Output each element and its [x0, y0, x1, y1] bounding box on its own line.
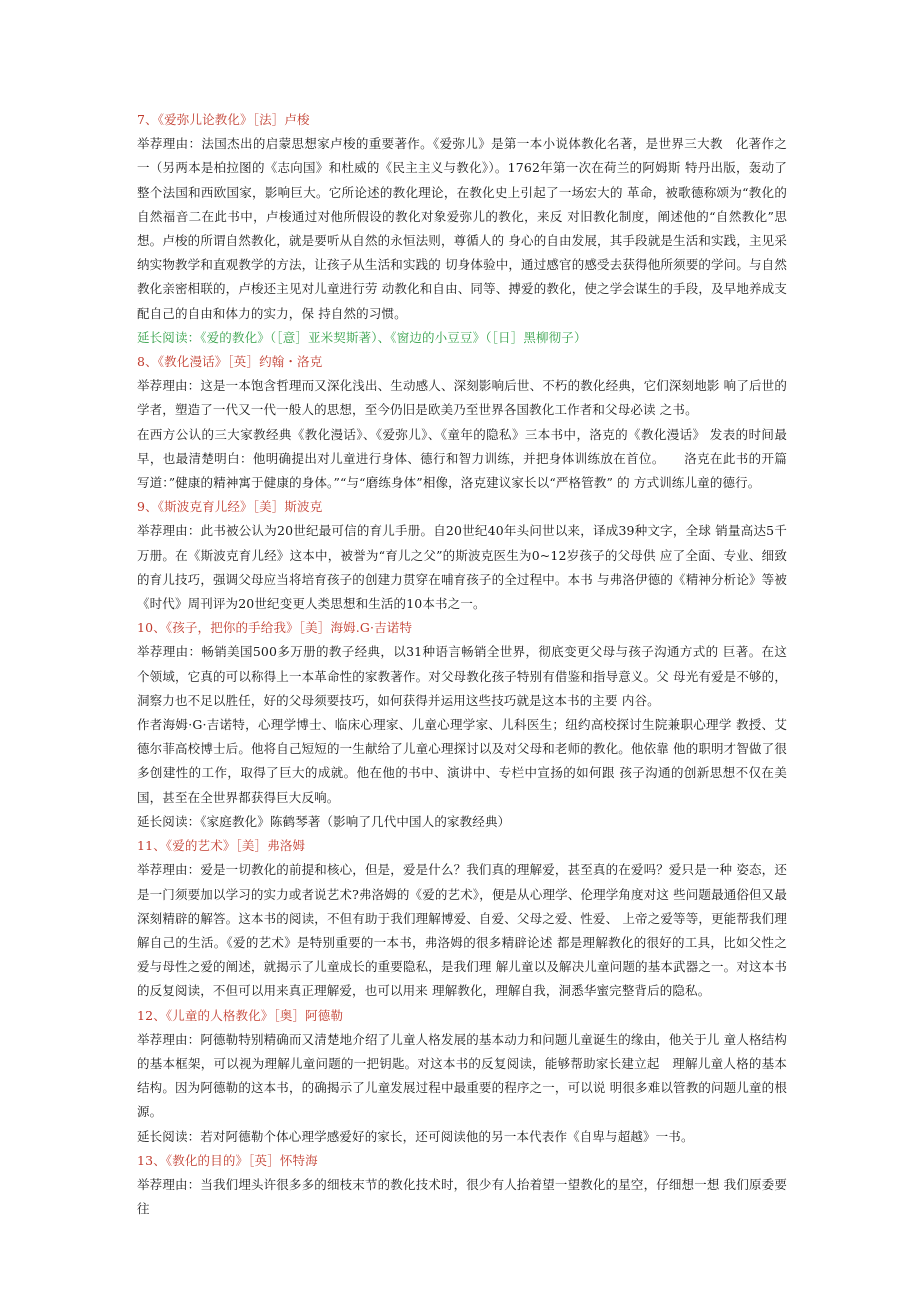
recommendation-paragraph: 举荐理由：畅销美国500多万册的教子经典，以31种语言畅销全世界，彻底变更父母与孩子沟通方式的 巨著。在这个领域，它真的可以称得上一本革命性的家教著作。对父母教化孩子特别有借鉴和指导意义。父 母光有爱是不够的，洞察力也不足以胜任，好的父母须要技巧，如何获得并运用这些技巧就是这本书的主要 内谷。 — [137, 644, 787, 708]
book-section-13 — [137, 1149, 787, 1222]
recommendation-paragraph: 举荐理由：这是一本饱含哲理而又深化浅出、生动感人、深刻影响后世、不朽的教化经典，它们深刻地影 响了后世的学者，塑造了一代又一代一般人的思想，至今仍旧是欧美乃至世界各国教化工作者和父母必读 之书。 — [137, 378, 787, 418]
book-section-7 — [137, 108, 787, 350]
book-section-10 — [137, 616, 787, 834]
book-section-8 — [137, 350, 787, 495]
extended-reading: 延长阅读：《家庭教化》陈鹤琴著（影响了几代中国人的家教经典） — [137, 813, 511, 829]
book-section-11 — [137, 834, 787, 1003]
section-heading: 12、《儿童的人格教化》［奥］阿德勒 — [137, 1007, 344, 1023]
extended-reading: 延长阅读：《爱的教化》（［意］亚米契斯著）、《窗边的小豆豆》（［日］黑柳彻子） — [137, 329, 587, 345]
book-section-12 — [137, 1004, 787, 1149]
recommendation-paragraph: 举荐理由：此书被公认为20世纪最可信的育儿手册。自20世纪40年头问世以来，译成39种文字，全球 销量高达5千万册。在《斯波克育儿经》这本中，被誉为“育儿之父”的斯波克医生为0~12岁孩子的父母供 应了全面、专业、细致的育儿技巧，强调父母应当将培育孩子的创建力贯穿在哺育孩子的全过程中。本书 与弗洛伊德的《精神分析论》等被《时代》周刊评为20世纪变更人类思想和生活的10本书之一。 — [137, 523, 787, 612]
section-heading: 11、《爱的艺术》［美］弗洛姆 — [137, 838, 306, 854]
document-body — [137, 108, 787, 1221]
section-heading: 9、《斯波克育儿经》［美］斯波克 — [137, 499, 323, 515]
section-heading: 8、《教化漫话》［英］约翰・洛克 — [137, 354, 323, 370]
recommendation-paragraph: 举荐理由：阿德勒特别精确而又清楚地介绍了儿童人格发展的基本动力和问题儿童诞生的缘由，他关于儿 童人格结构的基本框架，可以视为理解儿童问题的一把钥匙。对这本书的反复阅读，能够帮助家长建立起 理解儿童人格的基本结构。因为阿德勒的这本书，的确揭示了儿童发展过程中最重要的程序之一，可以说 明很多难以管教的问题儿童的根源。 — [137, 1031, 787, 1120]
recommendation-paragraph: 举荐理由：当我们埋头许很多多的细枝末节的教化技术时，很少有人抬着望一望教化的星空，仔细想一想 我们原委要往 — [137, 1176, 787, 1217]
extended-reading: 延长阅读：若对阿德勒个体心理学感爱好的家长，还可阅读他的另一本代表作《自卑与超越》一书。 — [137, 1128, 694, 1144]
body-paragraph: 作者海姆·G·吉诺特，心理学博士、临床心理家、儿童心理学家、儿科医生；纽约高校探讨生院兼职心理学 教授、艾德尔菲高校博士后。他将自己短短的一生献给了儿童心理探讨以及对父母和老师的教化。他依靠 他的职明才智做了很多创建性的工作，取得了巨大的成就。他在他的书中、演讲中、专栏中宣扬的如何跟 孩子沟通的创新思想不仅在美国，甚至在全世界都获得巨大反响。 — [137, 717, 787, 805]
body-paragraph: 在西方公认的三大家教经典《教化漫话》、《爱弥儿》、《童年的隐私》三本书中，洛克的《教化漫话》 发表的时间最早，也最清楚明白：他明确提出对儿童进行身体、德行和智力训练，并把身体训练放在首位。 洛克在此书的开篇写道：”健康的精神寓于健康的身体。”“与“磨练身体”相像，洛克建议家长以“严格管教” 的 方式训练儿童的德行。 — [137, 426, 787, 491]
recommendation-paragraph: 举荐理由：法国杰出的启蒙思想家卢梭的重要著作。《爱弥儿》是第一本小说体教化名著，是世界三大教 化著作之一（另两本是柏拉图的《志向国》和杜威的《民主主义与教化》）。1762年第一次在荷兰的阿姆斯 特丹出版，轰动了整个法国和西欧国家，影响巨大。它所论述的教化理论，在教化史上引起了一场宏大的 革命，被歌德称颂为“教化的自然福音二在此书中，卢梭通过对他所假设的教化对象爱弥儿的教化，来反 对旧教化制度，阐述他的“自然教化”思想。卢梭的所谓自然教化，就是要听从自然的永恒法则，尊循人的 身心的自由发展，其手段就是生活和实践，主见采纳实物教学和直观教学的方法，让孩子从生活和实践的 切身体验中，通过感官的感受去获得他所须要的学问。与自然教化亲密相联的，卢梭还主见对儿童进行劳 动教化和自由、同等、搏爱的教化，使之学会谋生的手段，及早地养成支配自己的自由和体力的实力，保 持自然的习惯。 — [137, 136, 787, 321]
section-heading: 13、《教化的目的》［英］怀特海 — [137, 1152, 318, 1168]
recommendation-paragraph: 举荐理由：爱是一切教化的前提和核心，但是，爱是什么？我们真的理解爱，甚至真的在爱吗？爱只是一种 姿态，还是一门须要加以学习的实力或者说艺术?弗洛姆的《爱的艺术》，便是从心理学、伦理学角度对这 些问题最通俗但又最深刻精辟的解答。这本书的阅读，不但有助于我们理解博爱、自爱、父母之爱、性爱、 上帝之爱等等，更能帮我们理解自己的生活。《爱的艺术》是特别重要的一本书，弗洛姆的很多精辟论述 都是理解教化的很好的工具，比如父性之爱与母性之爱的阐述，就揭示了儿童成长的重要隐私，是我们理 解儿童以及解决儿童问题的基本武器之一。对这本书的反复阅读，不但可以用来真正理解爱，也可以用来 理解教化，理解自我，洞悉华蜜完整背后的隐私。 — [137, 862, 787, 999]
section-heading: 7、《爱弥儿论教化》［法］卢梭 — [137, 112, 310, 127]
book-section-9 — [137, 495, 787, 616]
section-heading: 10、《孩子，把你的手给我》［美］海姆.G·吉诺特 — [137, 620, 413, 636]
